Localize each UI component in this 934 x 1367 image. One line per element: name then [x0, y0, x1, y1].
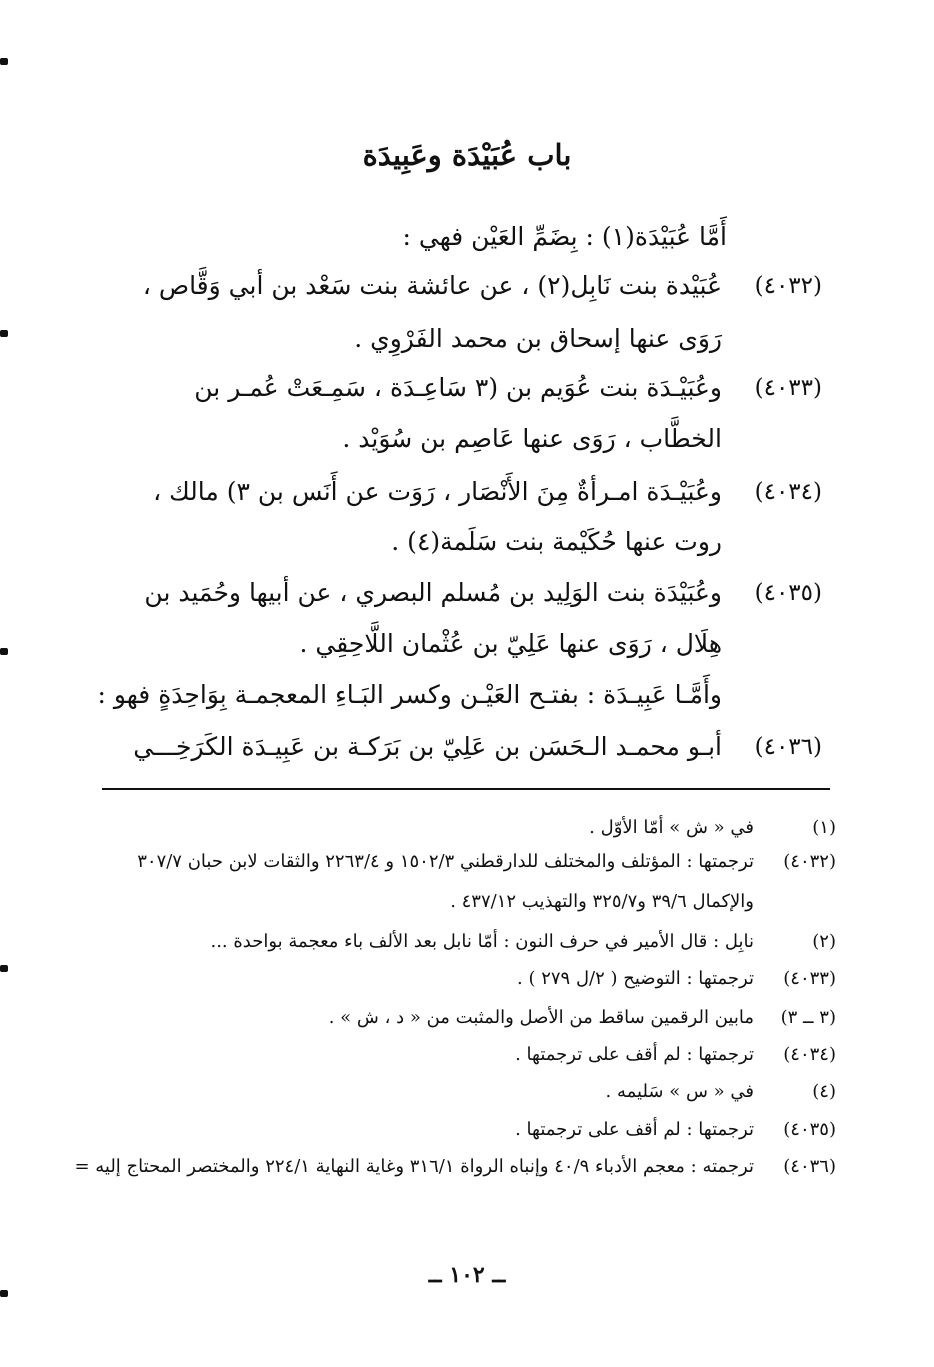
entry-number: (٤٠٣٤): [754, 479, 822, 505]
entry-line: وعُبَيْدَة بنت الوَلِيد بن مُسلم البصري ، عن أبيها وحُمَيد بن: [144, 578, 722, 607]
footnote-text: والإكمال ٣٩/٦ و٣٢٥/٧ والتهذيب ٤٣٧/١٢ .: [450, 891, 754, 912]
footnote-separator: [102, 788, 830, 790]
footnote-number: (٣ ــ ٣): [780, 1007, 836, 1028]
entry-line: رَوَى عنها إسحاق بن محمد الفَرْوِي .: [354, 324, 722, 353]
second-intro-line: وأَمَّـا عَبِيـدَة : بفتـح العَيْـن وكسر البَـاءِ المعجمـة بِوَاحِدَةٍ فهو :: [97, 680, 722, 709]
entry-number: (٤٠٣٣): [754, 375, 822, 401]
entry-line: الخطَّاب ، رَوَى عنها عَاصِم بن سُوَيْد .: [342, 424, 722, 453]
margin-mark: [0, 965, 8, 972]
footnote-number: (١): [812, 817, 836, 838]
footnote-text: مابين الرقمين ساقط من الأصل والمثبت من « د ، ش » .: [328, 1007, 754, 1028]
page-number: ــ ١٠٢ ــ: [428, 1262, 506, 1288]
entry-line: هِلَال ، رَوَى عنها عَلِيّ بن عُثْمان اللَّاحِقِي .: [299, 629, 722, 658]
entry-line: وعُبَيْـدَة امـرأةٌ مِنَ الأَنْصَار ، رَوَت عن أَنَس بن ٣) مالك ،: [153, 477, 722, 506]
entry-number: (٤٠٣٢): [754, 273, 822, 299]
entry-line: أبـو محمـد الـحَسَن بن عَلِيّ بن بَرَكـة بن عَبِيـدَة الكَرَخِـــي: [133, 732, 722, 761]
footnote-text: في « ش » أمّا الأوّل .: [589, 817, 754, 838]
footnote-text: ترجمتها : لم أقف على ترجمتها .: [515, 1119, 754, 1140]
footnote-number: (٤٠٣٣): [783, 968, 836, 989]
footnote-number: (٤٠٣٦): [783, 1156, 836, 1177]
chapter-title: باب عُبَيْدَة وعَبِيدَة: [362, 138, 572, 172]
footnote-text: ترجمتها : التوضيح ( ٢/ل ٢٧٩ ) .: [517, 968, 754, 989]
margin-mark: [0, 330, 8, 337]
entry-number: (٤٠٣٦): [754, 734, 822, 760]
footnote-number: (٤): [812, 1081, 836, 1102]
footnote-text: في « س » سَليمه .: [605, 1081, 754, 1102]
entry-line: وعُبَيْـدَة بنت عُوَيم بن (٣ سَاعِـدَة ، سَمِـعَتْ عُمـر بن: [194, 373, 722, 402]
margin-mark: [0, 1290, 8, 1297]
footnote-text: ترجمتها : المؤتلف والمختلف للدارقطني ١٥٠٢/٣ و ٢٢٦٣/٤ والثقات لابن حبان ٣٠٧/٧: [137, 851, 754, 872]
footnote-number: (٤٠٣٥): [783, 1119, 836, 1140]
margin-mark: [0, 58, 8, 65]
entry-number: (٤٠٣٥): [754, 580, 822, 606]
margin-mark: [0, 648, 8, 655]
footnote-text: ترجمتها : لم أقف على ترجمتها .: [515, 1044, 754, 1065]
footnote-text: نابِل : قال الأمير في حرف النون : أمّا نابل بعد الألف باء معجمة بواحدة ...: [210, 931, 754, 952]
footnote-number: (٢): [812, 931, 836, 952]
footnote-number: (٤٠٣٢): [783, 851, 836, 872]
footnote-number: (٤٠٣٤): [783, 1044, 836, 1065]
entry-line: روت عنها حُكَيْمة بنت سَلَمة(٤) .: [391, 527, 722, 556]
intro-line: أَمَّا عُبَيْدَة(١) : بِضَمِّ العَيْن فهي :: [402, 222, 727, 251]
footnote-text: ترجمته : معجم الأدباء ٤٠/٩ وإنباه الرواة ٣١٦/١ وغاية النهاية ٢٢٤/١ والمختصر المحتاج إليه =: [74, 1156, 754, 1177]
entry-line: عُبَيْدة بنت نَابِل(٢) ، عن عائشة بنت سَعْد بن أبي وَقَّاص ،: [142, 271, 722, 300]
